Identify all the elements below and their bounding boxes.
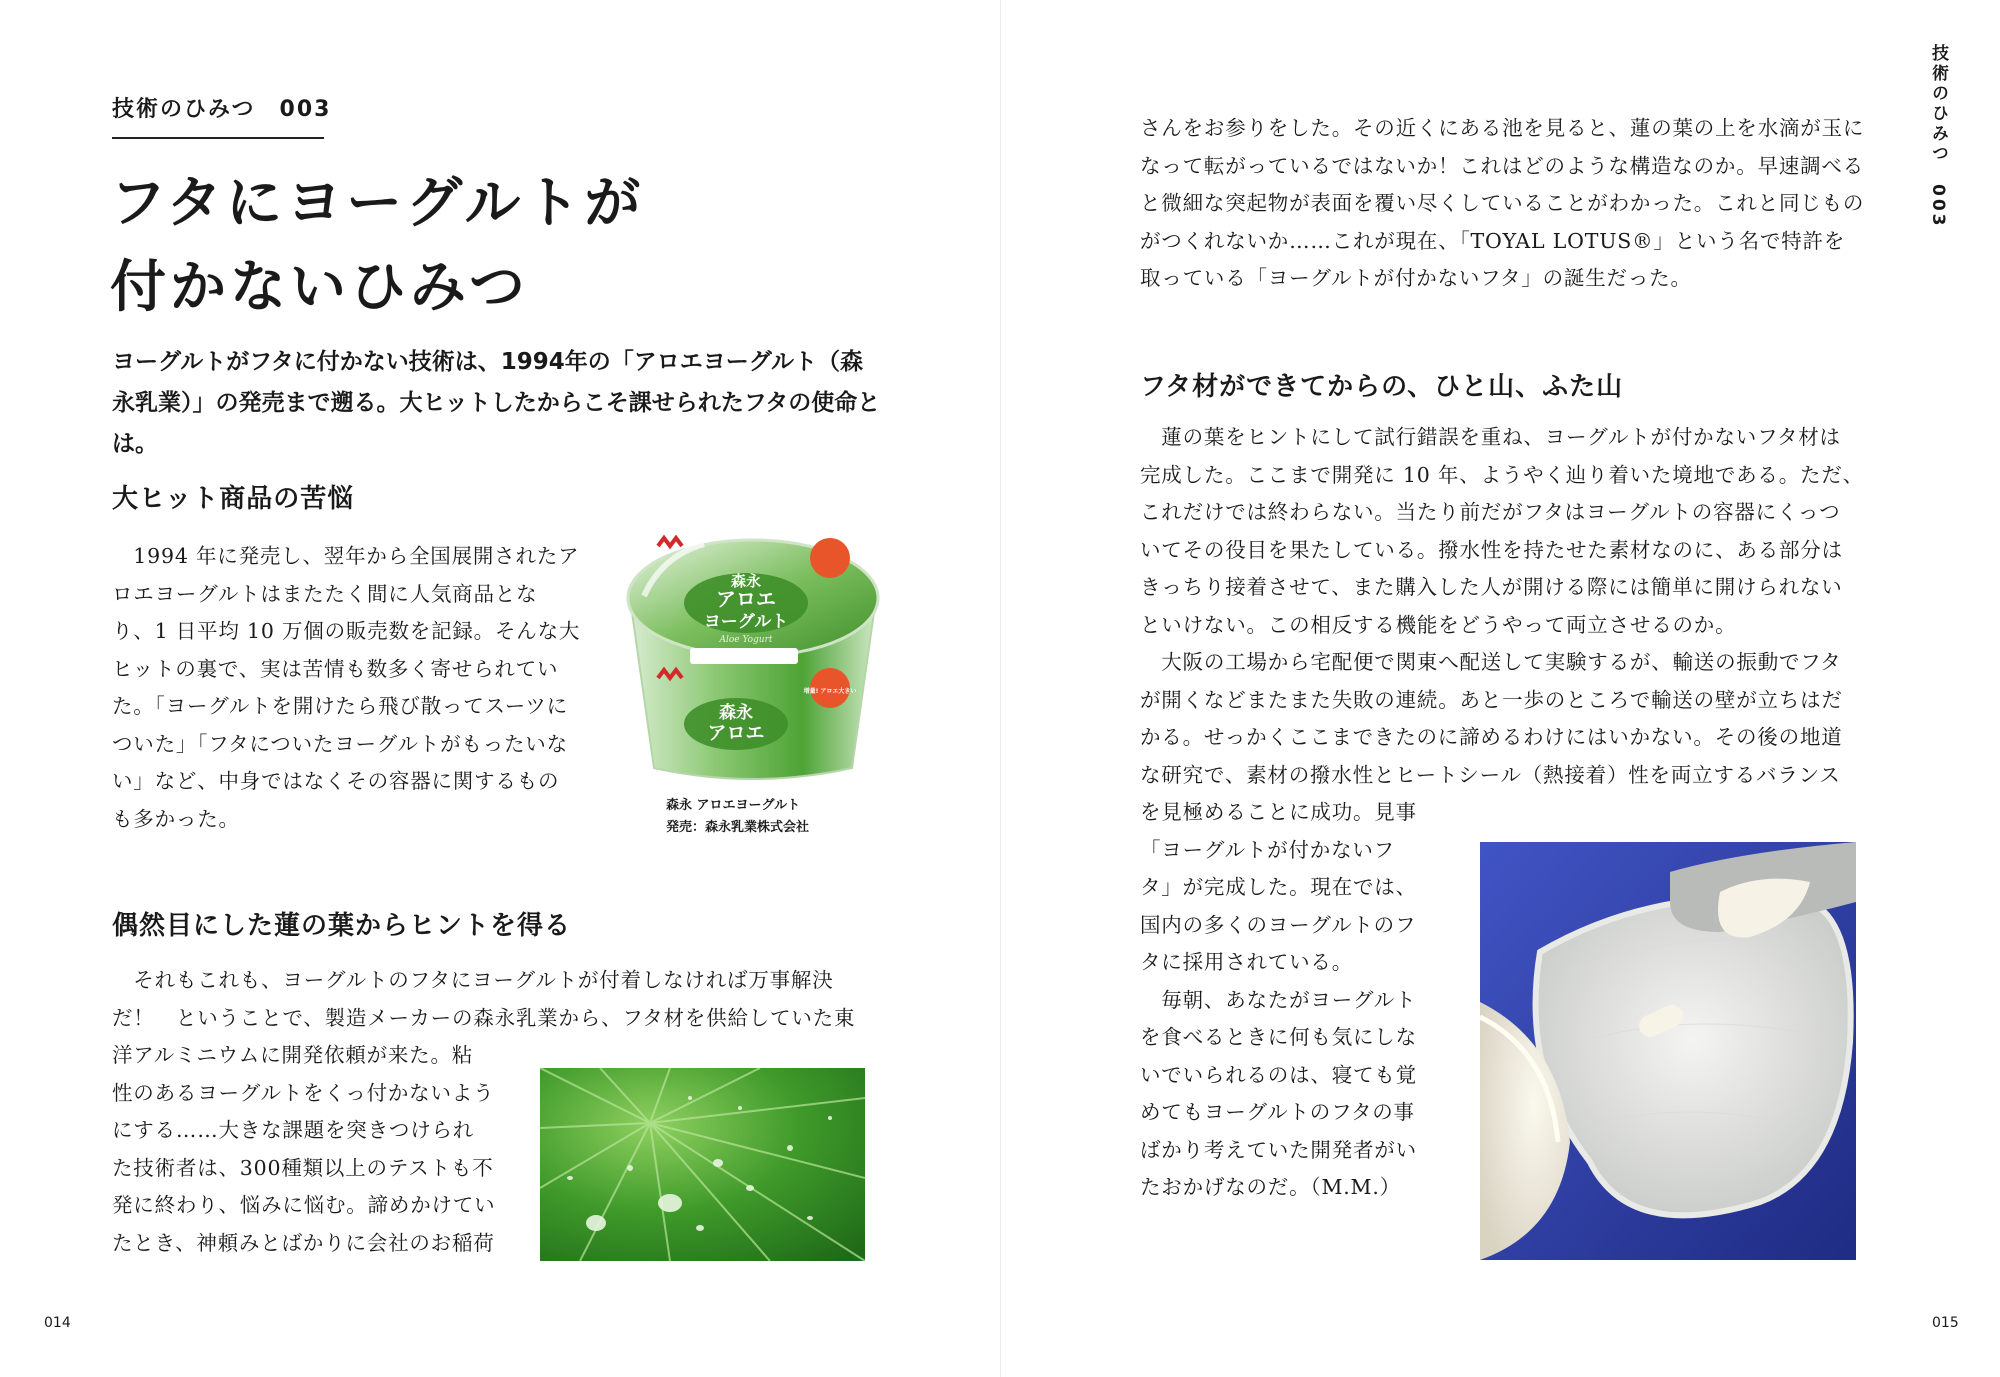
series-tag: 技術のひみつ 003 [112,97,332,122]
body-line: い」など、中身ではなくその容器に関するもの [112,769,560,793]
page-number: 015 [1932,1315,1959,1331]
yogurt-lid-illustration [1480,842,1856,1260]
body-line: いでいられるのは、寝ても覚 [1140,1062,1417,1087]
body-line: タ」が完成した。現在では、 [1140,875,1417,899]
section-heading: 大ヒット商品の苦悩 [112,484,355,514]
title-line: 付かないひみつ [110,255,529,320]
body-line: な研究で、素材の撥水性とヒートシール（熱接着）性を両立するバランス [1140,762,1841,787]
section-heading: 偶然目にした蓮の葉からヒントを得る [112,911,572,941]
body-line: 「ヨーグルトが付かないフ [1140,837,1395,862]
body-line: にする……大きな課題を突きつけられ [112,1118,475,1142]
body-line: たとき、神頼みとばかりに会社のお稲荷 [112,1230,495,1255]
continued-paragraph [1140,110,1864,298]
body-line: 国内の多くのヨーグルトのフ [1140,912,1417,937]
body-line: 大阪の工場から宅配便で関東へ配送して実験するが、輸送の振動でフタ [1140,650,1842,674]
body-line: も多かった。 [112,806,240,831]
body-line: きっちり接着させて、また購入した人が開ける際には簡単に開けられない [1140,575,1843,599]
page-title [110,162,644,330]
caption-line: 発売：森永乳業株式会社 [666,820,810,835]
body-line: が開くなどまたまた失敗の連続。あと一歩のところで輸送の壁が立ちはだ [1140,687,1843,712]
page-number: 014 [44,1315,71,1331]
body-line: を食べるときに何も気にしな [1140,1025,1417,1049]
body-line: た。「ヨーグルトを開けたら飛び散ってスーツに [112,694,568,718]
body-line: と微細な突起物が表面を覆い尽くしていることがわかった。これと同じもの [1140,191,1865,215]
body-line: めてもヨーグルトのフタの事 [1140,1100,1415,1124]
lotus-leaf-photo [540,1068,865,1261]
yogurt-lid-photo [1480,842,1856,1260]
body-line: たおかげなのだ。（M.M.） [1140,1175,1401,1199]
body-line: を見極めることに成功。見事 [1140,800,1417,824]
body-line: 取っている「ヨーグルトが付かないフタ」の誕生だった。 [1140,266,1692,290]
caption-line: 森永 アロエヨーグルト [666,798,801,813]
body-line: 洋アルミニウムに開発依頼が来た。粘 [112,1043,474,1067]
body-line: 性のあるヨーグルトをくっ付かないよう [112,1080,495,1105]
product-label-name-1: アロエ [707,722,765,744]
body-line: 毎朝、あなたがヨーグルト [1140,987,1417,1012]
body-line: さんをお参りをした。その近くにある池を見ると、蓮の葉の上を水滴が玉に [1140,116,1865,140]
yogurt-cup-illustration [618,528,888,788]
body-line: ロエヨーグルトはまたたく間に人気商品とな [112,581,538,606]
body-line: 蓮の葉をヒントにして試行錯誤を重ね、ヨーグルトが付かないフタ材は [1140,425,1841,449]
body-line: タに採用されている。 [1140,950,1353,974]
product-label-name-1: アロエ [716,587,776,611]
section-heading: フタ材ができてからの、ひと山、ふた山 [1140,372,1624,402]
body-line: それもこれも、ヨーグルトのフタにヨーグルトが付着しなければ万事解決 [112,968,834,992]
body-line: ヒットの裏で、実は苦情も数多く寄せられてい [112,656,559,681]
product-badge: 増量! アロエ大きい [803,688,857,695]
product-label-name-2: ヨーグルト [703,612,789,632]
body-line: これだけでは終わらない。当たり前だがフタはヨーグルトの容器にくっつ [1140,500,1841,524]
body-line: 1994 年に発売し、翌年から全国展開されたア [112,544,580,568]
series-tag-rule [112,137,324,139]
body-line: た技術者は、300種類以上のテストも不 [112,1155,494,1180]
product-label-brand: 森永 [730,572,762,590]
body-line: がつくれないか……これが現在、「TOYAL LOTUS®」という名で特許を [1140,228,1846,253]
product-label-brand: 森永 [719,703,753,723]
lotus-leaf-illustration [540,1068,865,1261]
page-gutter [1000,0,1001,1377]
body-line: といけない。この相反する機能をどうやって両立させるのか。 [1140,612,1737,637]
product-photo [618,528,888,788]
section-body [112,538,580,838]
body-line: いてその役目を果たしている。撥水性を持たせた素材なのに、ある部分は [1140,537,1843,562]
body-line: かる。せっかくここまできたのに諦めるわけにはいかない。その後の地道 [1140,725,1843,749]
body-line: り、1 日平均 10 万個の販売数を記録。そんな大 [112,619,581,643]
body-line: なって転がっているではないか！これはどのような構造なのか。早速調べる [1140,153,1864,178]
product-label-sub: Aloe Yogurt [719,635,773,645]
body-line: ついた」「フタについたヨーグルトがもったいな [112,731,568,756]
lead-paragraph: ヨーグルトがフタに付かない技術は、1994年の「アロエヨーグルト（森永乳業）」の発売まで遡る。大ヒットしたからこそ課せられたフタの使命とは。 [112,349,881,457]
body-line: 完成した。ここまで開発に 10 年、ようやく辿り着いた境地である。ただ、 [1140,462,1864,487]
running-header: 技術のひみつ 003 [1928,44,1948,229]
body-line: だ！ ということで、製造メーカーの森永乳業から、フタ材を供給していた東 [112,1005,856,1030]
body-line: 発に終わり、悩みに悩む。諦めかけてい [112,1193,496,1217]
title-line: フタにヨーグルトが [110,171,645,236]
body-line: ばかり考えていた開発者がい [1140,1137,1417,1162]
product-caption [666,795,809,839]
